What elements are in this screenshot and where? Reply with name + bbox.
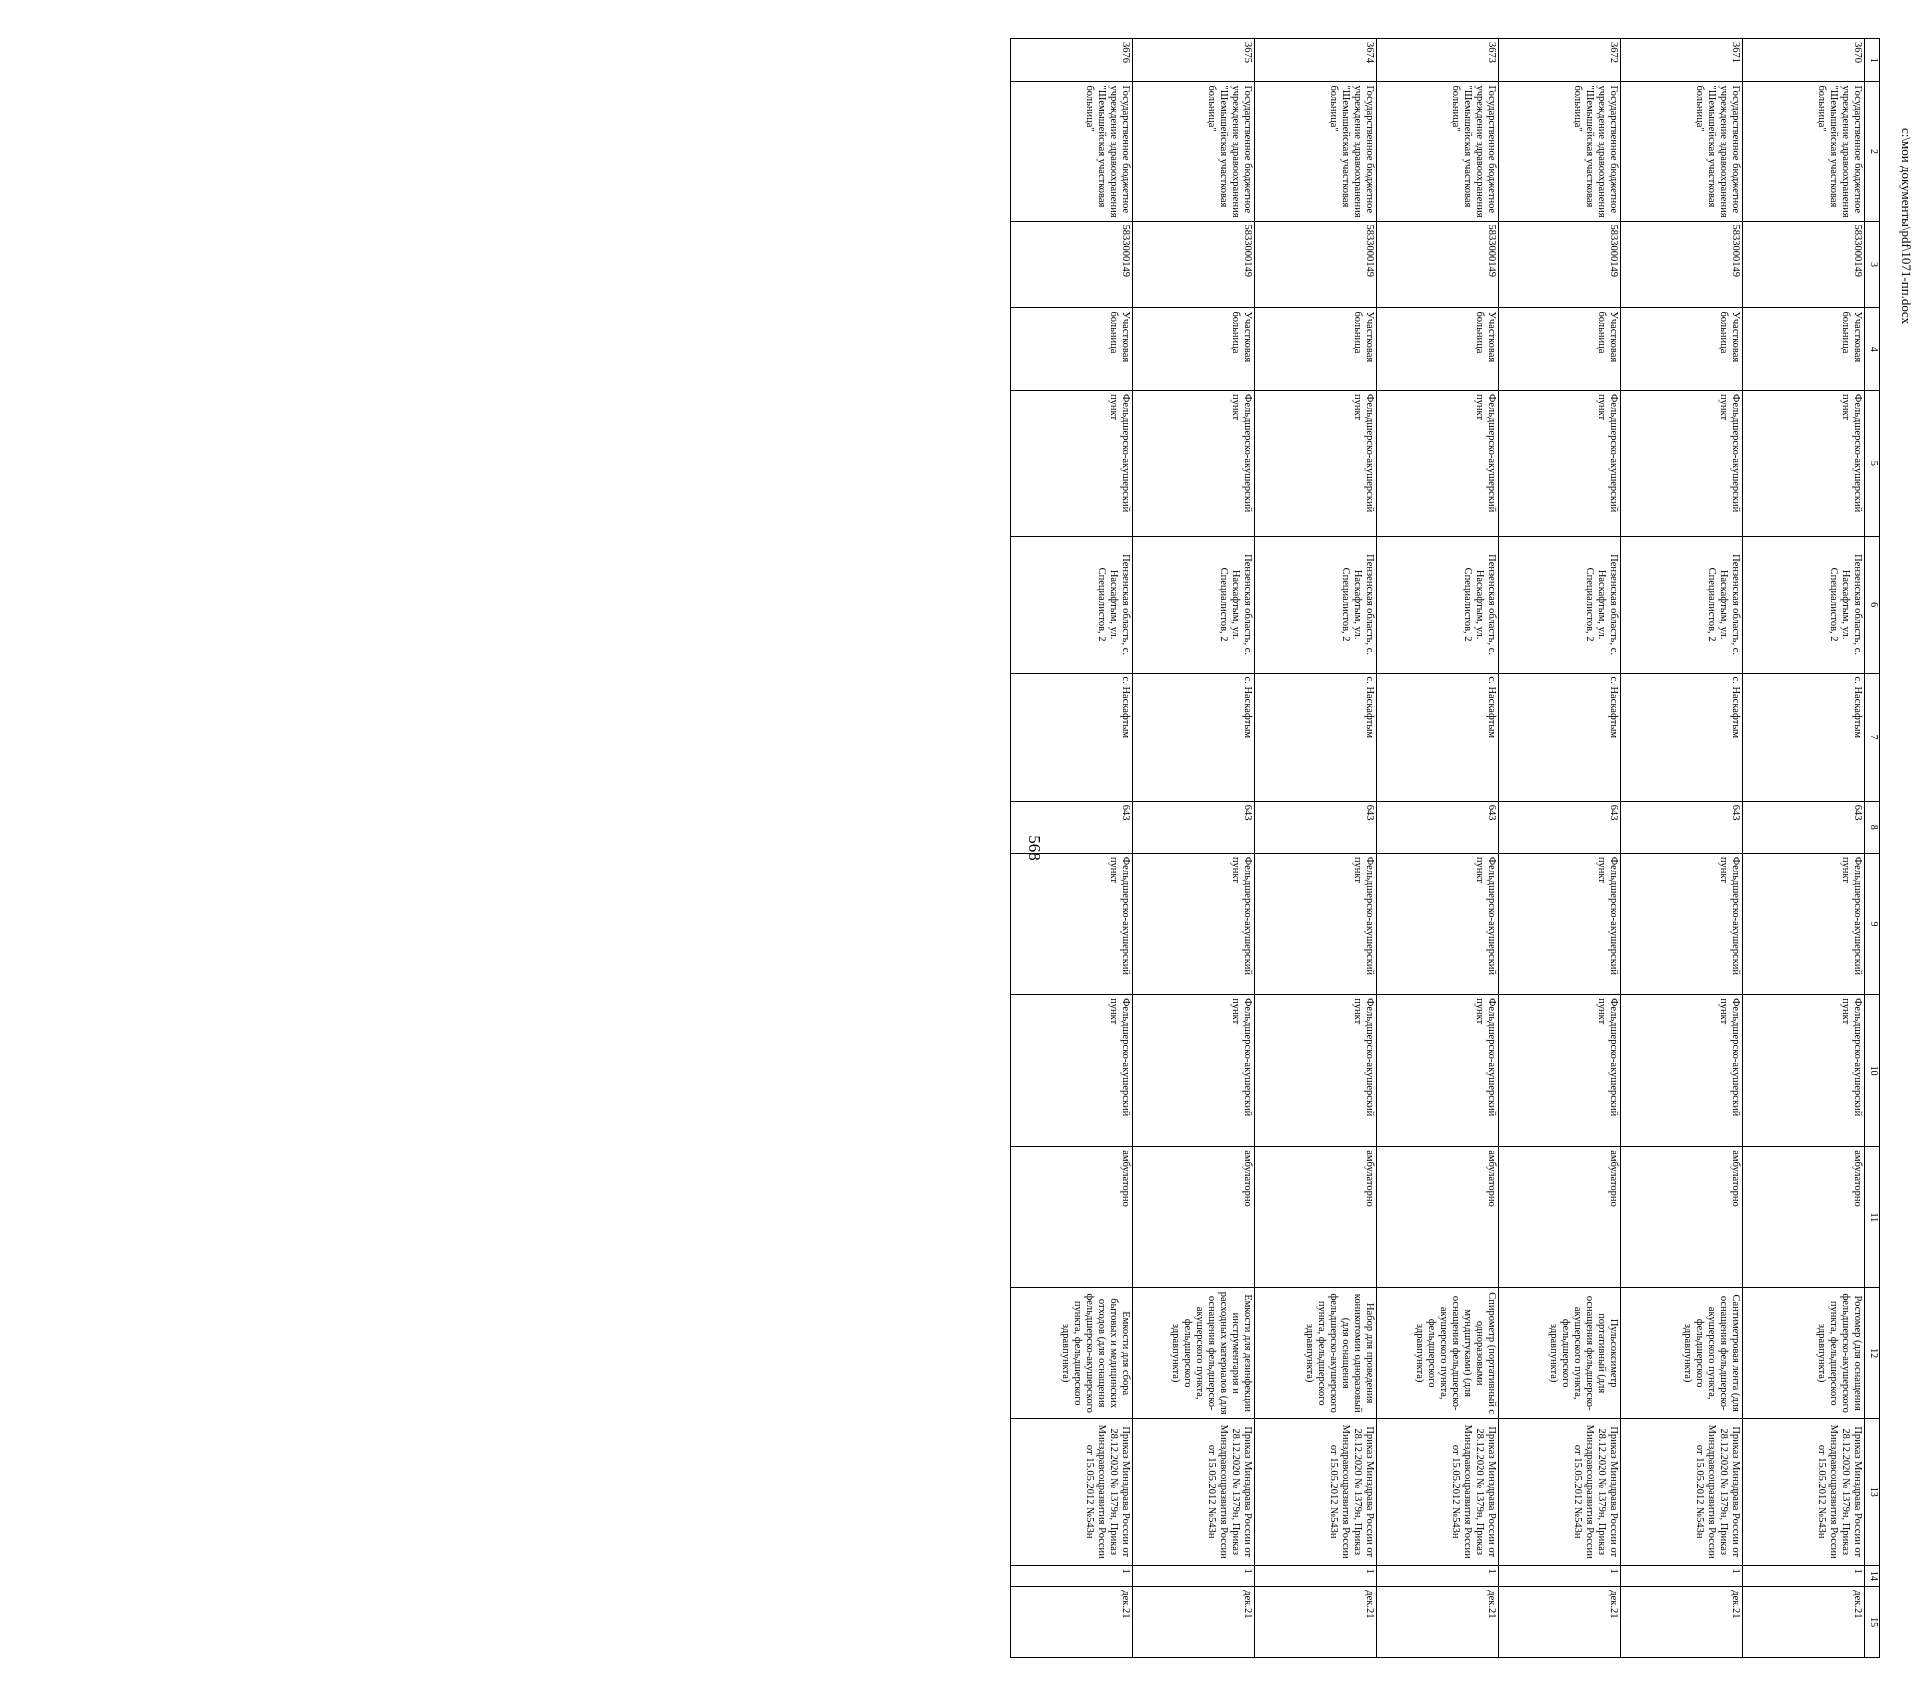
table-cell: 3673 [1377,39,1499,82]
table-cell: 643 [1133,801,1255,853]
table-cell: Государственное бюджетное учреждение здравоохранения "Шемышейская участковая больница" [1499,82,1621,221]
column-header: 8 [1865,801,1880,853]
column-header: 11 [1865,1147,1880,1288]
table-cell: 5833000149 [1377,221,1499,308]
table-cell: Приказ Минздрава России от 28.12.2020 № 1379н, Приказ Минздравсоцразвития России от 15.05.2012 №543н [1621,1418,1743,1565]
table-cell: Пензенская область, с. Наскафтым, ул. Специалистов, 2 [1743,536,1865,673]
table-cell: Емкости для сбора бытовых и медицинских отходов (для оснащения фельдшерско-акушерского пункта, фельдшерского здравпункта) [1011,1288,1133,1418]
table-cell: Фельдшерско-акушерский пункт [1743,853,1865,994]
table-cell: Участковая больница [1499,308,1621,391]
table-cell: Фельдшерско-акушерский пункт [1621,995,1743,1147]
table-cell: Фельдшерско-акушерский пункт [1499,853,1621,994]
table-cell: Фельдшерско-акушерский пункт [1255,853,1377,994]
table-cell: Фельдшерско-акушерский пункт [1621,853,1743,994]
table-cell: 5833000149 [1499,221,1621,308]
column-header: 5 [1865,391,1880,537]
table-cell: 1 [1377,1565,1499,1587]
table-cell: 5833000149 [1743,221,1865,308]
column-header: 4 [1865,308,1880,391]
table-cell: Пульсоксиметр портативный (для оснащения фельдшерско-акушерского пункта, фельдшерского здравпункта) [1499,1288,1621,1418]
table-cell: 1 [1499,1565,1621,1587]
column-header: 6 [1865,536,1880,673]
table-cell: 643 [1255,801,1377,853]
column-header: 15 [1865,1587,1880,1658]
table-row [1011,39,1133,1658]
table-cell: с. Наскафтым [1011,673,1133,801]
table-cell: 5833000149 [1133,221,1255,308]
table-row [1621,39,1743,1658]
rotated-page [1008,38,1916,1658]
table-cell: Пензенская область, с. Наскафтым, ул. Специалистов, 2 [1377,536,1499,673]
table-cell: Фельдшерско-акушерский пункт [1743,391,1865,537]
table-cell: Фельдшерско-акушерский пункт [1133,391,1255,537]
table-cell: Пензенская область, с. Наскафтым, ул. Специалистов, 2 [1621,536,1743,673]
table-cell: Приказ Минздрава России от 28.12.2020 № 1379н, Приказ Минздравсоцразвития России от 15.05.2012 №543н [1011,1418,1133,1565]
table-cell: Фельдшерско-акушерский пункт [1011,853,1133,994]
table-cell: 643 [1499,801,1621,853]
table-cell: 3675 [1133,39,1255,82]
column-header: 10 [1865,995,1880,1147]
table-row [1133,39,1255,1658]
column-header: 13 [1865,1418,1880,1565]
table-cell: Фельдшерско-акушерский пункт [1743,995,1865,1147]
table-cell: Фельдшерско-акушерский пункт [1255,391,1377,537]
table-cell: 643 [1377,801,1499,853]
footer-file-path: c:\мои документы\pdf\1071-пп.docx [1899,128,1914,325]
table-cell: Фельдшерско-акушерский пункт [1377,391,1499,537]
table-cell: 643 [1621,801,1743,853]
table-cell: Фельдшерско-акушерский пункт [1499,391,1621,537]
table-cell: Участковая больница [1011,308,1133,391]
table-cell: Приказ Минздрава России от 28.12.2020 № 1379н, Приказ Минздравсоцразвития России от 15.05.2012 №543н [1499,1418,1621,1565]
table-cell: дек.21 [1133,1587,1255,1658]
table-cell: Набор для проведения коникотомии одноразовый (для оснащения фельдшерско-акушерского пункта, фельдшерского здравпункта) [1255,1288,1377,1418]
table-cell: Участковая больница [1377,308,1499,391]
table-cell: дек.21 [1377,1587,1499,1658]
table-cell: 3670 [1743,39,1865,82]
table-cell: Пензенская область, с. Наскафтым, ул. Специалистов, 2 [1011,536,1133,673]
table-cell: амбулаторно [1743,1147,1865,1288]
column-header: 1 [1865,39,1880,82]
table-cell: Участковая больница [1255,308,1377,391]
table-cell: Государственное бюджетное учреждение здравоохранения "Шемышейская участковая больница" [1255,82,1377,221]
table-cell: 1 [1011,1565,1133,1587]
table-cell: 3671 [1621,39,1743,82]
table-cell: амбулаторно [1255,1147,1377,1288]
header-row [1865,39,1880,1658]
table-cell: Пензенская область, с. Наскафтым, ул. Специалистов, 2 [1133,536,1255,673]
table-cell: с. Наскафтым [1255,673,1377,801]
column-header: 12 [1865,1288,1880,1418]
table-row [1255,39,1377,1658]
table-cell: Участковая больница [1133,308,1255,391]
table-cell: 643 [1011,801,1133,853]
table-cell: амбулаторно [1621,1147,1743,1288]
table-cell: 5833000149 [1621,221,1743,308]
table-cell: 1 [1255,1565,1377,1587]
table-cell: Фельдшерско-акушерский пункт [1499,995,1621,1147]
table-cell: Спирометр (портативный с одноразовыми мундштуками) (для оснащения фельдшерско-акушерского пункта, фельдшерского здравпункта) [1377,1288,1499,1418]
table-cell: Фельдшерско-акушерский пункт [1011,995,1133,1147]
table-cell: амбулаторно [1377,1147,1499,1288]
table-cell: 5833000149 [1011,221,1133,308]
table-cell: с. Наскафтым [1621,673,1743,801]
table-cell: Приказ Минздрава России от 28.12.2020 № 1379н, Приказ Минздравсоцразвития России от 15.05.2012 №543н [1743,1418,1865,1565]
table-cell: дек.21 [1499,1587,1621,1658]
table-cell: Государственное бюджетное учреждение здравоохранения "Шемышейская участковая больница" [1377,82,1499,221]
table-cell: Ростомер (для оснащения фельдшерско-акушерского пункта, фельдшерского здравпункта) [1743,1288,1865,1418]
table-cell: 643 [1743,801,1865,853]
table-cell: амбулаторно [1499,1147,1621,1288]
table-cell: с. Наскафтым [1743,673,1865,801]
table-cell: с. Наскафтым [1499,673,1621,801]
table-cell: Приказ Минздрава России от 28.12.2020 № 1379н, Приказ Минздравсоцразвития России от 15.05.2012 №543н [1255,1418,1377,1565]
table-cell: Участковая больница [1743,308,1865,391]
table-cell: Участковая больница [1621,308,1743,391]
table-row [1499,39,1621,1658]
table-body [1011,39,1865,1658]
table-cell: 5833000149 [1255,221,1377,308]
table-cell: 1 [1621,1565,1743,1587]
table-cell: Приказ Минздрава России от 28.12.2020 № 1379н, Приказ Минздравсоцразвития России от 15.05.2012 №543н [1133,1418,1255,1565]
table-cell: Приказ Минздрава России от 28.12.2020 № 1379н, Приказ Минздравсоцразвития России от 15.05.2012 №543н [1377,1418,1499,1565]
page-number: 568 [1025,835,1044,861]
table-row [1743,39,1865,1658]
column-header: 2 [1865,82,1880,221]
column-header: 14 [1865,1565,1880,1587]
table-cell: Пензенская область, с. Наскафтым, ул. Специалистов, 2 [1255,536,1377,673]
data-table [1010,38,1880,1658]
table-cell: Фельдшерско-акушерский пункт [1133,995,1255,1147]
table-cell: с. Наскафтым [1377,673,1499,801]
table-cell: Пензенская область, с. Наскафтым, ул. Специалистов, 2 [1499,536,1621,673]
table-cell: 3674 [1255,39,1377,82]
table-cell: дек.21 [1743,1587,1865,1658]
table-cell: Государственное бюджетное учреждение здравоохранения "Шемышейская участковая больница" [1621,82,1743,221]
table-cell: 1 [1743,1565,1865,1587]
table-cell: Фельдшерско-акушерский пункт [1377,853,1499,994]
table-cell: Государственное бюджетное учреждение здравоохранения "Шемышейская участковая больница" [1011,82,1133,221]
table-cell: 3676 [1011,39,1133,82]
table-cell: амбулаторно [1011,1147,1133,1288]
table-cell: дек.21 [1621,1587,1743,1658]
column-header: 9 [1865,853,1880,994]
table-cell: 3672 [1499,39,1621,82]
table-cell: дек.21 [1255,1587,1377,1658]
table-cell: Государственное бюджетное учреждение здравоохранения "Шемышейская участковая больница" [1133,82,1255,221]
table-cell: Фельдшерско-акушерский пункт [1011,391,1133,537]
table-cell: Фельдшерско-акушерский пункт [1255,995,1377,1147]
table-cell: Государственное бюджетное учреждение здравоохранения "Шемышейская участковая больница" [1743,82,1865,221]
table-cell: с. Наскафтым [1133,673,1255,801]
column-header: 7 [1865,673,1880,801]
table-cell: 1 [1133,1565,1255,1587]
column-header: 3 [1865,221,1880,308]
table-cell: Сантиметровая лента (для оснащения фельдшерско-акушерского пункта, фельдшерского здравпункта) [1621,1288,1743,1418]
table-cell: Фельдшерско-акушерский пункт [1133,853,1255,994]
table-cell: дек.21 [1011,1587,1133,1658]
table-cell: Фельдшерско-акушерский пункт [1621,391,1743,537]
table-cell: амбулаторно [1133,1147,1255,1288]
table-row [1377,39,1499,1658]
table-cell: Фельдшерско-акушерский пункт [1377,995,1499,1147]
table-cell: Емкости для дезинфекции инструментария и расходных материалов (для оснащения фельдшерско-акушерского пункта, фельдшерского здравпункта) [1133,1288,1255,1418]
